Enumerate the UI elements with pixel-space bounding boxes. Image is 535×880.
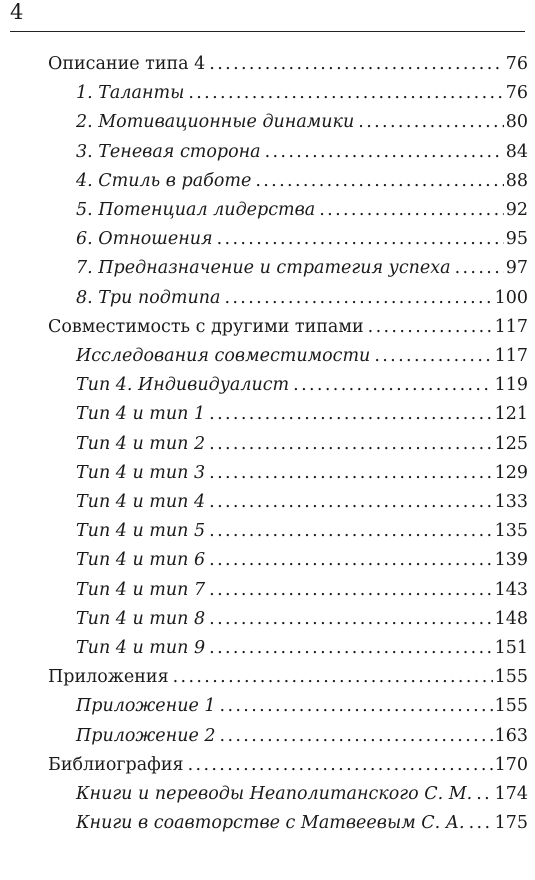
toc-entry-title: Приложение 2 (76, 725, 216, 746)
toc-dot-leader (455, 254, 504, 283)
toc-entry-title: 4. Стиль в работе (76, 170, 252, 191)
toc-entry-page: 88 (505, 170, 528, 191)
toc-dot-leader (173, 663, 493, 692)
toc-entry-title: 5. Потенциал лидерства (76, 200, 316, 220)
toc-entry-page: 170 (494, 754, 528, 775)
toc-entry-page: 174 (494, 784, 528, 804)
toc-entry-title: Тип 4 и тип 1 (76, 404, 206, 425)
toc-entry-page: 121 (494, 404, 528, 425)
toc-entry (76, 488, 528, 517)
toc-entry (76, 284, 528, 313)
toc-entry-page: 135 (494, 521, 528, 542)
toc-entry-page: 117 (494, 316, 528, 337)
toc-entry-title: Тип 4 и тип 8 (76, 608, 206, 629)
toc-dot-leader (209, 400, 492, 429)
toc-entry-page: 100 (494, 287, 528, 308)
toc-dot-leader (358, 108, 503, 137)
toc-dot-leader (209, 634, 492, 663)
toc-entry-title: 7. Предназначение и стратегия успеха (76, 258, 451, 279)
toc-entry-title: 1. Таланты (76, 83, 185, 104)
toc-entry (48, 50, 528, 79)
toc-dot-leader (209, 546, 492, 575)
toc-entry-title: Тип 4 и тип 6 (76, 550, 206, 571)
toc-dot-leader (209, 605, 492, 634)
toc-entry-page: 76 (505, 83, 528, 104)
toc-dot-leader (224, 284, 492, 313)
toc-dot-leader (209, 50, 503, 79)
toc-entry-page: 151 (494, 638, 528, 658)
toc-dot-leader (188, 751, 493, 780)
toc-dot-leader (265, 138, 504, 167)
toc-entry-title: Книги и переводы Неаполитанского С. М. (76, 784, 473, 804)
toc-entry-page: 119 (494, 375, 528, 396)
toc-entry (48, 313, 528, 342)
toc-entry-title: Тип 4 и тип 5 (76, 521, 206, 542)
page-number: 4 (10, 0, 24, 24)
toc-entry-page: 95 (505, 229, 528, 250)
toc-entry-page: 148 (494, 608, 528, 629)
toc-entry-title: Тип 4 и тип 2 (76, 433, 206, 454)
toc-entry-page: 163 (494, 725, 528, 746)
toc-entry (76, 634, 528, 663)
toc-entry-title: 8. Три подтипа (76, 287, 221, 308)
toc-entry (76, 809, 528, 838)
header-rule (10, 31, 525, 32)
toc-entry-title: Тип 4. Индивидуалист (76, 375, 290, 396)
toc-entry (76, 254, 528, 283)
toc-entry-title: Тип 4 и тип 9 (76, 638, 206, 658)
toc-dot-leader (209, 488, 492, 517)
toc-entry-page: 125 (494, 433, 528, 454)
toc-dot-leader (293, 371, 492, 400)
toc-entry (48, 751, 528, 780)
toc-entry-page: 133 (494, 492, 528, 512)
toc-dot-leader (368, 313, 493, 342)
toc-entry-title: Совместимость с другими типами (48, 316, 364, 337)
toc-entry (76, 196, 528, 225)
toc-entry-title: Приложение 1 (76, 696, 216, 717)
toc-entry-title: Тип 4 и тип 4 (76, 492, 206, 512)
toc-entry-page: 143 (494, 579, 528, 600)
toc-dot-leader (209, 517, 492, 546)
toc-dot-leader (374, 342, 492, 371)
toc-entry-title: Библиография (48, 754, 184, 775)
toc-dot-leader (217, 225, 504, 254)
toc-dot-leader (319, 196, 503, 225)
toc-entry-page: 155 (494, 696, 528, 717)
toc-entry (76, 692, 528, 721)
toc-entry-page: 139 (494, 550, 528, 571)
toc-entry-title: 2. Мотивационные динамики (76, 112, 355, 133)
toc-entry (76, 780, 528, 809)
toc-dot-leader (209, 459, 492, 488)
toc-entry (76, 605, 528, 634)
toc-entry (76, 430, 528, 459)
toc-entry (76, 108, 528, 137)
toc-dot-leader (220, 722, 493, 751)
toc-entry (76, 138, 528, 167)
toc-entry (76, 342, 528, 371)
toc-entry (76, 546, 528, 575)
toc-dot-leader (220, 692, 493, 721)
toc-entry-page: 76 (505, 54, 528, 74)
toc-entry-page: 175 (494, 813, 528, 834)
toc-dot-leader (255, 167, 503, 196)
toc-entry (76, 517, 528, 546)
toc-entry (76, 79, 528, 108)
toc-entry-title: Приложения (48, 667, 169, 688)
toc-entry-title: Тип 4 и тип 3 (76, 462, 206, 483)
toc-entry-title: 3. Теневая сторона (76, 141, 261, 162)
toc-entry-page: 80 (505, 112, 528, 133)
toc-entry-page: 155 (494, 667, 528, 688)
toc-dot-leader (188, 79, 503, 108)
toc-dot-leader (476, 780, 492, 809)
toc-entry (76, 371, 528, 400)
toc-entry (76, 167, 528, 196)
toc-entry (76, 225, 528, 254)
toc-entry-title: 6. Отношения (76, 229, 213, 250)
toc-entry-page: 97 (505, 258, 528, 279)
toc-entry-title: Книги в соавторстве с Матвеевым С. А. (76, 813, 465, 834)
toc-entry-page: 117 (494, 346, 528, 366)
toc-entry-page: 92 (505, 200, 528, 220)
toc-entry (76, 400, 528, 429)
toc-dot-leader (209, 576, 492, 605)
toc-entry-title: Исследования совместимости (76, 346, 371, 366)
toc-entry (76, 576, 528, 605)
toc-entry-page: 84 (505, 141, 528, 162)
toc-dot-leader (209, 430, 492, 459)
toc-dot-leader (469, 809, 493, 838)
toc-entry-title: Тип 4 и тип 7 (76, 579, 206, 600)
toc-entry (76, 722, 528, 751)
toc-entry (76, 459, 528, 488)
toc-entry (48, 663, 528, 692)
toc-entry-page: 129 (494, 462, 528, 483)
toc-entry-title: Описание типа 4 (48, 54, 206, 74)
